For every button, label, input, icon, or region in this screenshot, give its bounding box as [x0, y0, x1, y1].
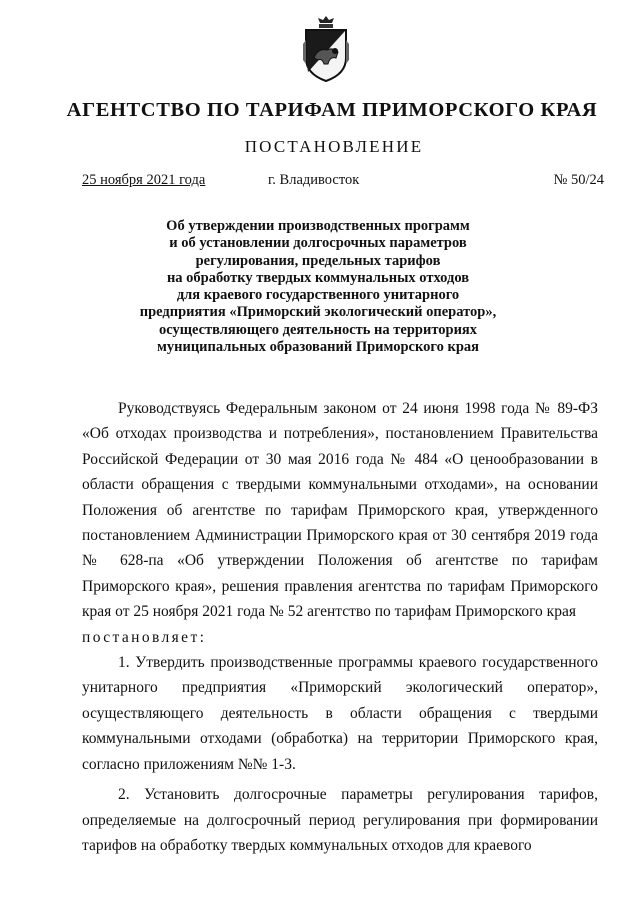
heading-line: и об установлении долгосрочных параметров: [169, 235, 467, 252]
heading-line: осуществляющего деятельность на территориях: [158, 321, 478, 338]
document-date: 25 ноября 2021 года: [82, 172, 206, 188]
decree-word: постановляет:: [82, 628, 207, 646]
document-city: г. Владивосток: [268, 172, 360, 188]
heading-line: регулирования, предельных тарифов: [195, 252, 441, 269]
heading-line: для краевого государственного унитарного: [176, 287, 460, 304]
heading-line: на обработку твердых коммунальных отходов: [166, 269, 470, 286]
preamble-paragraph: Руководствуясь Федеральным законом от 24 июня 1998 года № 89-ФЗ «Об отходах производства и потребления», постановлением Правительства Российской Федерации от 30 мая 2016 года № 484 «О ценообразовании в области обращения с твердыми коммунальными отходами», на основании Положения об агентстве по тарифам Приморского края, утвержденного постановлением Администрации Приморского края от 30 сентября 2019 года № 628-па «Об утверждении Положения об агентстве по тарифам Приморского края», решения правления агентства по тарифам Приморского края от 25 ноября 2021 года № 52 агентство по тарифам Приморского края: [82, 400, 598, 621]
heading-line: Об утверждении производственных программ: [166, 218, 470, 234]
heading-line: предприятия «Приморский экологический оператор»,: [139, 304, 497, 321]
clause-1: 1. Утвердить производственные программы краевого государственного унитарного предприятия «Приморский экологический оператор», осуществляющего деятельность в области обращения с твердыми коммунальными отходами (обработка) на территории Приморского края, согласно приложениям №№ 1-3.: [82, 654, 598, 773]
document-type: ПОСТАНОВЛЕНИЕ: [244, 137, 424, 156]
clause-2: 2. Установить долгосрочные параметры регулирования тарифов, определяемые на долгосрочный период регулирования при формировании тарифов на обработку твердых коммунальных отходов для краевого: [82, 786, 598, 854]
document-heading: [88, 218, 548, 356]
document-body: [82, 396, 598, 858]
coat-of-arms-icon: [300, 14, 352, 84]
heading-line: муниципальных образований Приморского края: [156, 339, 479, 356]
document-number: № 50/24: [553, 172, 604, 188]
agency-title: АГЕНТСТВО ПО ТАРИФАМ ПРИМОРСКОГО КРАЯ: [66, 99, 598, 121]
